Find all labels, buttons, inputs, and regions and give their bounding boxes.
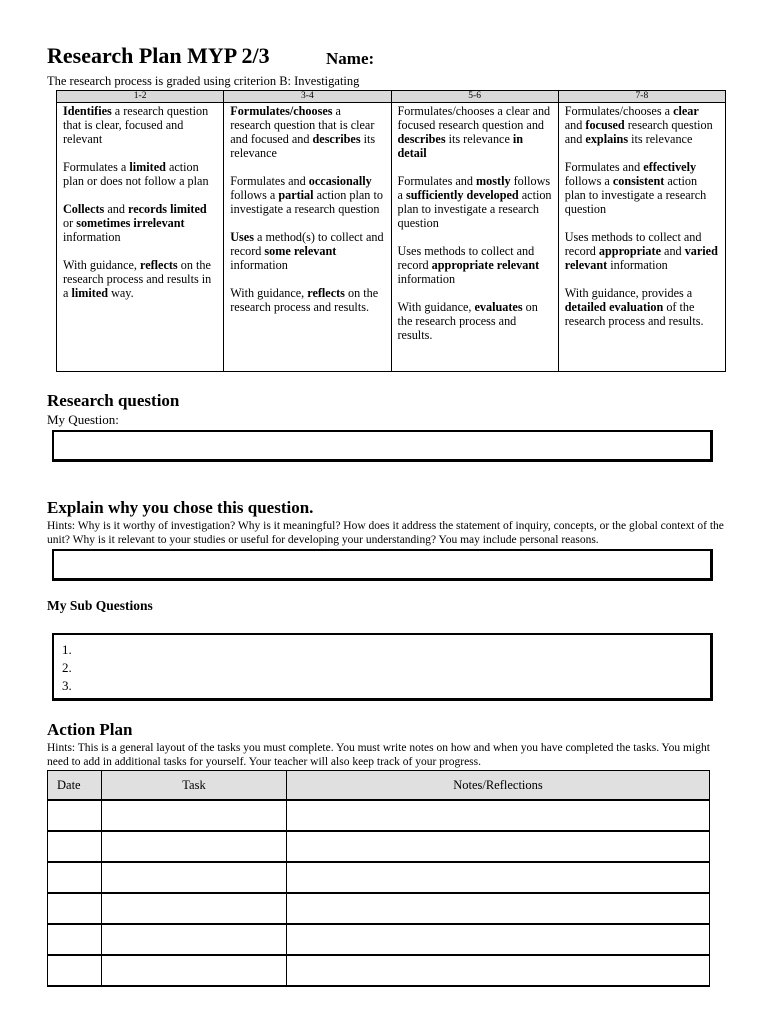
intro-text: The research process is graded using criterion B: Investigating [47, 74, 360, 88]
rubric-descriptor: Formulates and mostly follows a sufficiently developed action plan to investigate a research question [397, 174, 552, 230]
criterion-b-rubric [56, 90, 726, 372]
task-cell[interactable] [102, 893, 287, 924]
table-row [48, 800, 710, 831]
date-cell[interactable] [48, 831, 102, 862]
rubric-descriptor: With guidance, reflects on the research process and results. [230, 286, 379, 314]
table-row [48, 862, 710, 893]
date-cell[interactable] [48, 862, 102, 893]
rubric-cell [224, 103, 391, 372]
date-cell[interactable] [48, 800, 102, 831]
table-row [48, 893, 710, 924]
task-cell[interactable] [102, 955, 287, 986]
notes-cell[interactable] [287, 893, 710, 924]
notes-cell[interactable] [287, 800, 710, 831]
date-cell[interactable] [48, 955, 102, 986]
page-title: Research Plan MYP 2/3 [47, 43, 270, 68]
rubric-band-header: 5-6 [391, 91, 558, 103]
action-plan-hint: Hints: This is a general layout of the tasks you must complete. You must write notes on how and when you have completed the tasks. You might need to add in additional tasks for yourself. Your teacher will also keep track of your progress. [47, 742, 710, 768]
rubric-descriptor: Uses a method(s) to collect and record some relevant information [230, 230, 384, 272]
explain-input[interactable] [52, 549, 713, 581]
rubric-descriptor: With guidance, provides a detailed evaluation of the research process and results. [564, 286, 704, 328]
task-cell[interactable] [102, 831, 287, 862]
sub-questions-input[interactable] [52, 633, 713, 701]
notes-cell[interactable] [287, 831, 710, 862]
action-plan-heading: Action Plan [47, 720, 133, 739]
task-cell[interactable] [102, 924, 287, 955]
date-cell[interactable] [48, 924, 102, 955]
rubric-descriptor: Uses methods to collect and record appropriate relevant information [397, 244, 540, 286]
task-column-header: Task [102, 771, 287, 801]
rubric-descriptor: With guidance, evaluates on the research process and results. [397, 300, 538, 342]
rubric-cell [558, 103, 725, 372]
table-row [48, 831, 710, 862]
rubric-descriptor: Collects and records limited or sometimes irrelevant information [63, 202, 207, 244]
research-question-heading: Research question [47, 391, 180, 410]
date-column-header: Date [48, 771, 102, 801]
rubric-descriptor: Formulates and effectively follows a consistent action plan to investigate a research question [564, 160, 707, 216]
rubric-cell [391, 103, 558, 372]
explain-heading: Explain why you chose this question. [47, 498, 314, 517]
notes-column-header: Notes/Reflections [287, 771, 710, 801]
my-question-label: My Question: [47, 412, 119, 427]
rubric-cell [57, 103, 224, 372]
sub-question-item: 3. [62, 678, 72, 693]
notes-cell[interactable] [287, 955, 710, 986]
rubric-band-header: 7-8 [558, 91, 725, 103]
task-cell[interactable] [102, 800, 287, 831]
rubric-descriptor: Uses methods to collect and record appropriate and varied relevant information [564, 230, 718, 272]
table-row [48, 955, 710, 986]
sub-question-item: 1. [62, 642, 72, 657]
notes-cell[interactable] [287, 862, 710, 893]
research-question-input[interactable] [52, 430, 713, 462]
rubric-descriptor: Formulates/chooses a clear and focused research question and explains its relevance [564, 104, 713, 146]
date-cell[interactable] [48, 893, 102, 924]
task-cell[interactable] [102, 862, 287, 893]
rubric-band-header: 3-4 [224, 91, 391, 103]
explain-hint: Hints: Why is it worthy of investigation? Why is it meaningful? How does it address the statement of inquiry, concepts, or the global context of the unit? Why is it relevant to your studies or useful for developing your understanding? You may include personal reasons. [47, 520, 724, 546]
rubric-descriptor: Identifies a research question that is clear, focused and relevant [63, 104, 209, 146]
rubric-descriptor: Formulates/chooses a research question that is clear and focused and describes its relevance [230, 104, 376, 160]
notes-cell[interactable] [287, 924, 710, 955]
name-label: Name: [326, 49, 375, 68]
rubric-descriptor: Formulates a limited action plan or does not follow a plan [63, 160, 209, 188]
rubric-descriptor: Formulates/chooses a clear and focused research question and describes its relevance in detail [397, 104, 551, 160]
rubric-descriptor: Formulates and occasionally follows a partial action plan to investigate a research question [230, 174, 383, 216]
rubric-band-header: 1-2 [57, 91, 224, 103]
sub-questions-heading: My Sub Questions [47, 598, 153, 613]
rubric-descriptor: With guidance, reflects on the research process and results in a limited way. [63, 258, 212, 300]
action-plan-table [47, 770, 710, 987]
sub-question-item: 2. [62, 660, 72, 675]
table-row [48, 924, 710, 955]
